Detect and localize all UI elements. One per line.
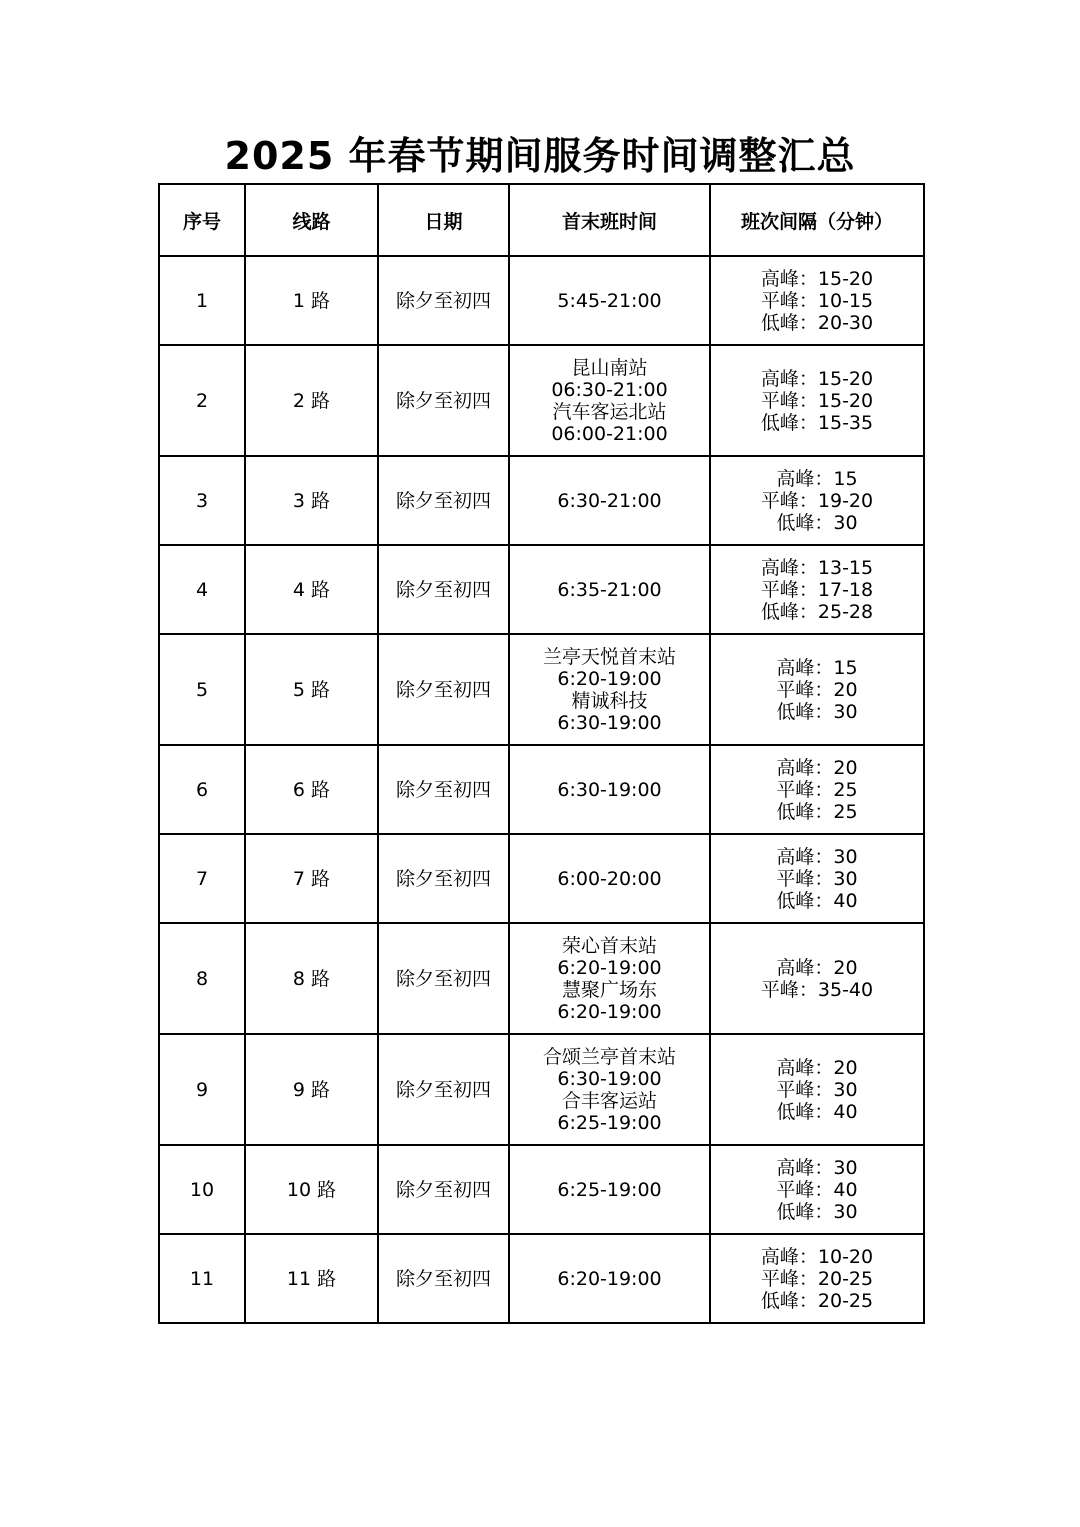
cell-date: 除夕至初四 <box>378 256 509 345</box>
interval-line: 平峰：19-20 <box>760 489 874 512</box>
interval-line: 低峰：30 <box>776 700 858 723</box>
cell-route: 2 路 <box>245 345 378 456</box>
interval-line: 高峰：15-20 <box>760 267 874 290</box>
table-row <box>159 834 924 923</box>
interval-line: 低峰：30 <box>776 511 858 534</box>
time-line: 6:30-19:00 <box>557 711 662 734</box>
cell-times <box>509 545 710 634</box>
column-header-intervals: 班次间隔（分钟） <box>710 184 924 256</box>
time-line: 6:30-21:00 <box>557 489 662 512</box>
cell-no: 3 <box>159 456 245 545</box>
interval-line: 平峰：40 <box>776 1178 858 1201</box>
time-line: 荣心首末站 <box>561 934 657 957</box>
table-row <box>159 256 924 345</box>
cell-date: 除夕至初四 <box>378 834 509 923</box>
time-line: 6:35-21:00 <box>557 578 662 601</box>
interval-line: 高峰：13-15 <box>760 556 874 579</box>
time-line: 6:30-19:00 <box>557 1067 662 1090</box>
cell-intervals <box>710 456 924 545</box>
cell-route: 4 路 <box>245 545 378 634</box>
time-line: 6:20-19:00 <box>557 667 662 690</box>
cell-times <box>509 345 710 456</box>
cell-times <box>509 456 710 545</box>
cell-times <box>509 256 710 345</box>
cell-route: 9 路 <box>245 1034 378 1145</box>
column-header-route: 线路 <box>245 184 378 256</box>
interval-line: 低峰：15-35 <box>760 411 874 434</box>
cell-route: 8 路 <box>245 923 378 1034</box>
time-line: 合颂兰亭首末站 <box>542 1045 676 1068</box>
table-row <box>159 1234 924 1323</box>
table-row <box>159 1034 924 1145</box>
interval-line: 高峰：20 <box>776 956 858 979</box>
time-line: 合丰客运站 <box>561 1089 657 1112</box>
time-line: 5:45-21:00 <box>557 289 662 312</box>
interval-line: 高峰：20 <box>776 756 858 779</box>
cell-intervals <box>710 634 924 745</box>
time-line: 汽车客运北站 <box>552 400 667 423</box>
time-line: 6:00-20:00 <box>557 867 662 890</box>
interval-line: 平峰：30 <box>776 867 858 890</box>
cell-intervals <box>710 1145 924 1234</box>
table-row <box>159 634 924 745</box>
table-body <box>159 256 924 1323</box>
cell-times <box>509 834 710 923</box>
header-row <box>159 184 924 256</box>
cell-no: 8 <box>159 923 245 1034</box>
interval-line: 低峰：40 <box>776 889 858 912</box>
interval-line: 高峰：15-20 <box>760 367 874 390</box>
interval-line: 低峰：25 <box>776 800 858 823</box>
time-line: 06:00-21:00 <box>551 422 668 445</box>
interval-line: 高峰：15 <box>776 467 858 490</box>
schedule-table <box>158 183 925 1324</box>
interval-line: 平峰：35-40 <box>760 978 874 1001</box>
cell-no: 2 <box>159 345 245 456</box>
table-row <box>159 923 924 1034</box>
cell-times <box>509 923 710 1034</box>
cell-date: 除夕至初四 <box>378 1034 509 1145</box>
interval-line: 高峰：20 <box>776 1056 858 1079</box>
cell-no: 6 <box>159 745 245 834</box>
table-row <box>159 1145 924 1234</box>
interval-line: 平峰：17-18 <box>760 578 874 601</box>
table-row <box>159 545 924 634</box>
interval-line: 高峰：30 <box>776 1156 858 1179</box>
interval-line: 平峰：25 <box>776 778 858 801</box>
time-line: 兰亭天悦首末站 <box>542 645 676 668</box>
cell-intervals <box>710 923 924 1034</box>
interval-line: 平峰：20-25 <box>760 1267 874 1290</box>
cell-date: 除夕至初四 <box>378 545 509 634</box>
cell-no: 7 <box>159 834 245 923</box>
cell-date: 除夕至初四 <box>378 345 509 456</box>
interval-line: 低峰：30 <box>776 1200 858 1223</box>
time-line: 精诚科技 <box>571 689 648 712</box>
cell-times <box>509 745 710 834</box>
cell-route: 11 路 <box>245 1234 378 1323</box>
cell-route: 1 路 <box>245 256 378 345</box>
cell-intervals <box>710 745 924 834</box>
cell-date: 除夕至初四 <box>378 1234 509 1323</box>
time-line: 6:20-19:00 <box>557 1000 662 1023</box>
table-row <box>159 345 924 456</box>
cell-date: 除夕至初四 <box>378 1145 509 1234</box>
cell-times <box>509 1234 710 1323</box>
time-line: 06:30-21:00 <box>551 378 668 401</box>
cell-intervals <box>710 345 924 456</box>
table-row <box>159 745 924 834</box>
interval-line: 平峰：20 <box>776 678 858 701</box>
time-line: 6:20-19:00 <box>557 1267 662 1290</box>
interval-line: 低峰：20-30 <box>760 311 874 334</box>
interval-line: 平峰：15-20 <box>760 389 874 412</box>
cell-no: 9 <box>159 1034 245 1145</box>
cell-intervals <box>710 1234 924 1323</box>
time-line: 慧聚广场东 <box>561 978 657 1001</box>
cell-no: 1 <box>159 256 245 345</box>
interval-line: 高峰：15 <box>776 656 858 679</box>
time-line: 6:25-19:00 <box>557 1111 662 1134</box>
time-line: 6:25-19:00 <box>557 1178 662 1201</box>
interval-line: 低峰：40 <box>776 1100 858 1123</box>
cell-intervals <box>710 834 924 923</box>
time-line: 6:20-19:00 <box>557 956 662 979</box>
interval-line: 高峰：10-20 <box>760 1245 874 1268</box>
cell-times <box>509 1145 710 1234</box>
cell-route: 5 路 <box>245 634 378 745</box>
cell-times <box>509 1034 710 1145</box>
table-row <box>159 456 924 545</box>
cell-no: 5 <box>159 634 245 745</box>
time-line: 昆山南站 <box>571 356 648 379</box>
cell-no: 10 <box>159 1145 245 1234</box>
interval-line: 平峰：30 <box>776 1078 858 1101</box>
cell-date: 除夕至初四 <box>378 456 509 545</box>
cell-date: 除夕至初四 <box>378 634 509 745</box>
cell-route: 6 路 <box>245 745 378 834</box>
cell-route: 7 路 <box>245 834 378 923</box>
cell-route: 3 路 <box>245 456 378 545</box>
cell-date: 除夕至初四 <box>378 923 509 1034</box>
column-header-date: 日期 <box>378 184 509 256</box>
cell-no: 4 <box>159 545 245 634</box>
cell-intervals <box>710 256 924 345</box>
column-header-times: 首末班时间 <box>509 184 710 256</box>
interval-line: 高峰：30 <box>776 845 858 868</box>
cell-intervals <box>710 545 924 634</box>
interval-line: 平峰：10-15 <box>760 289 874 312</box>
interval-line: 低峰：25-28 <box>760 600 874 623</box>
column-header-no: 序号 <box>159 184 245 256</box>
cell-no: 11 <box>159 1234 245 1323</box>
cell-date: 除夕至初四 <box>378 745 509 834</box>
cell-times <box>509 634 710 745</box>
page-title: 2025 年春节期间服务时间调整汇总 <box>224 134 856 178</box>
cell-route: 10 路 <box>245 1145 378 1234</box>
time-line: 6:30-19:00 <box>557 778 662 801</box>
interval-line: 低峰：20-25 <box>760 1289 874 1312</box>
cell-intervals <box>710 1034 924 1145</box>
